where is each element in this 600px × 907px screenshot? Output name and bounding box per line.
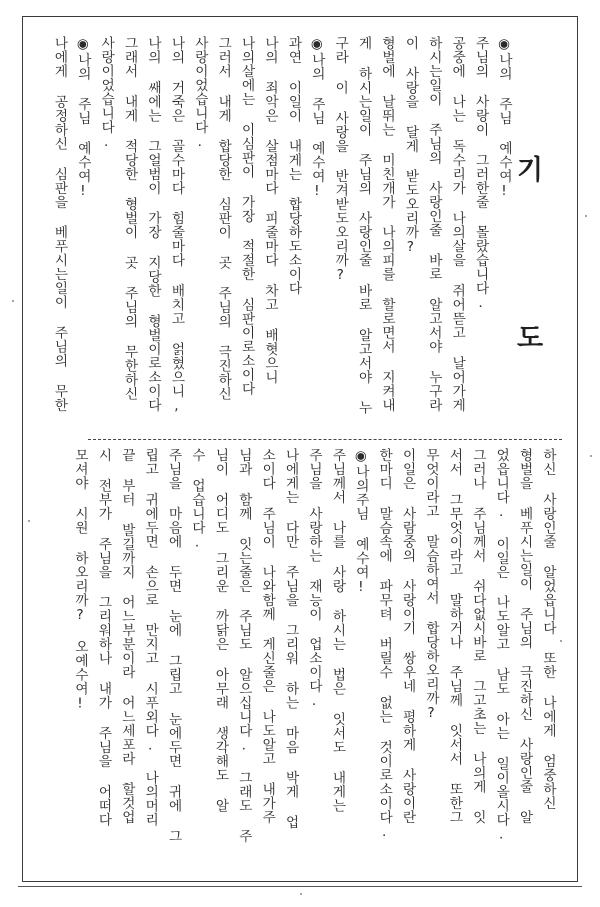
lower-column-text: 한마디 말슴속에 파무텨 버릴수 없는 것이로소이다. (376, 448, 393, 841)
section-divider (88, 439, 562, 440)
speck (560, 640, 562, 642)
page-bottom-rule (18, 886, 582, 887)
speck (590, 455, 592, 457)
title-char-2: 도 (517, 323, 544, 354)
lower-column-text: 수 업습니다. (189, 448, 205, 551)
upper-column-text: 이 사랑을 달게 받도오리까? (402, 36, 419, 256)
upper-column-text: 주님의 사랑이 그러한줄 몰랐습니다. (472, 36, 489, 312)
upper-column-text: 게 하시는일이 주님의 사랑인줄 바로 알고서야 누 (355, 36, 372, 415)
upper-column-text: ◉나의 주님 예수여! (496, 36, 512, 200)
upper-column-text: 사랑이었습니다. (98, 36, 115, 151)
upper-column-text: 나에게 공정하신 심판을 베푸시는일이 주님의 무한 (51, 36, 68, 412)
lower-column-text: 었읍니다. 이일은 나도알고 남도 아는 일이올시다. (493, 448, 510, 843)
lower-column-text: 하신 사랑인줄 알었읍니다 또한 나에게 엄중하신 (540, 448, 556, 810)
upper-column-text: 공중에 나는 독수리가 나의살을 쥐어뜯고 날어가게 (449, 36, 466, 412)
upper-column-text: 나의 죄악은 살점마다 피줄마다 차고 배혓으니 (262, 36, 278, 384)
lower-column-text: 모셔야 시원 하오리까? 오예수여! (72, 448, 88, 712)
upper-column-text: 구라 이 사랑을 반겨받도오리까? (332, 36, 349, 284)
speck (28, 520, 30, 522)
upper-column-text: 그러서 내게 합당한 심판이 곳 주님의 극진하신 (215, 36, 232, 401)
lower-column-text: 끝 부터 발길까지 어느부분이라 어느세포라 할것업 (118, 448, 135, 824)
lower-column-text: 님과 함께 잇는줄은 주님도 알으십니다. 그래도 주 (235, 448, 252, 843)
upper-column-text: ◉나의 주님 예수여! (308, 36, 325, 200)
upper-column-text: 나의살에는 이심판이 가장 적절한 심판이로소이다 (238, 36, 255, 396)
lower-column-text: 주님을 마음에 두면 눈에 그립고 눈에두면 귀에 그 (165, 448, 182, 843)
lower-column-text: 그러나 주님께서 쉬다없시바로 그고초는 나의게 잇 (469, 448, 486, 824)
upper-column-text: 나의 쌔에는 그얼범이 가장 지당한 형벌이로소이다 (145, 36, 161, 412)
lower-column-text: 주님께서 나를 사랑 하시는 법은 잇서도 내게는 (329, 448, 346, 813)
upper-column-text: 그래서 내게 적당한 형벌이 곳 주님의 무한하신 (121, 36, 138, 401)
upper-column-text: 사랑이었습니다. (191, 36, 208, 151)
speck (12, 300, 14, 302)
upper-column-text: 과연 이일이 내게는 합당하도소이다 (285, 36, 302, 296)
lower-column-text: 소이다 주님이 나와함께 게신줄은 나도알고 내가주 (259, 448, 276, 824)
upper-column-text: 형벌에 날뛰는 미친개가 나의피를 할로면서 지켜내 (379, 36, 395, 412)
lower-column-text: ◉나의주님 예수여! (352, 448, 369, 596)
lower-column-text: 님이 어디도 그리운 까닭은 아무래 생각해도 알 (212, 448, 229, 813)
lower-column-text: 시 전부가 주님을 그리워하나 내가 주님을 어떠다 (95, 448, 112, 827)
upper-column-text: 하시는일이 주님의 사랑인줄 바로 알고서야 누구라 (425, 36, 442, 412)
lower-column-text: 서서 그무엇이라고 말하거나 주님께 잇서서 또한그 (446, 448, 463, 824)
lower-column-text: 주님을 사랑하는 재능이 업소이다. (306, 448, 322, 710)
speck (300, 893, 302, 895)
title-char-1: 기 (517, 155, 544, 186)
lower-column-text: 나에게는 다만 주님을 그리워 하는 마음 박게 업 (282, 448, 299, 829)
lower-column-text: 무엇이라고 말슴하여서 합당하오리까? (423, 448, 439, 722)
upper-column-text: 나의 거죽은 골수마다 힘줄마다 배치고 얽혔으니, (168, 36, 185, 415)
lower-column-text: 형벌을 베푸시는일이 주님의 극진하신 사랑인줄 알 (516, 448, 533, 824)
lower-column-text: 이일은 사람중의 사랑이기 쌍우네 평하게 사랑이란 (399, 448, 416, 824)
lower-column-text: 립고 귀에두면 손으로 만지고 시푸외다. 나의머리 (142, 448, 159, 827)
speck (585, 215, 587, 217)
upper-column-text: ◉나의 주님 예수여! (74, 36, 91, 200)
